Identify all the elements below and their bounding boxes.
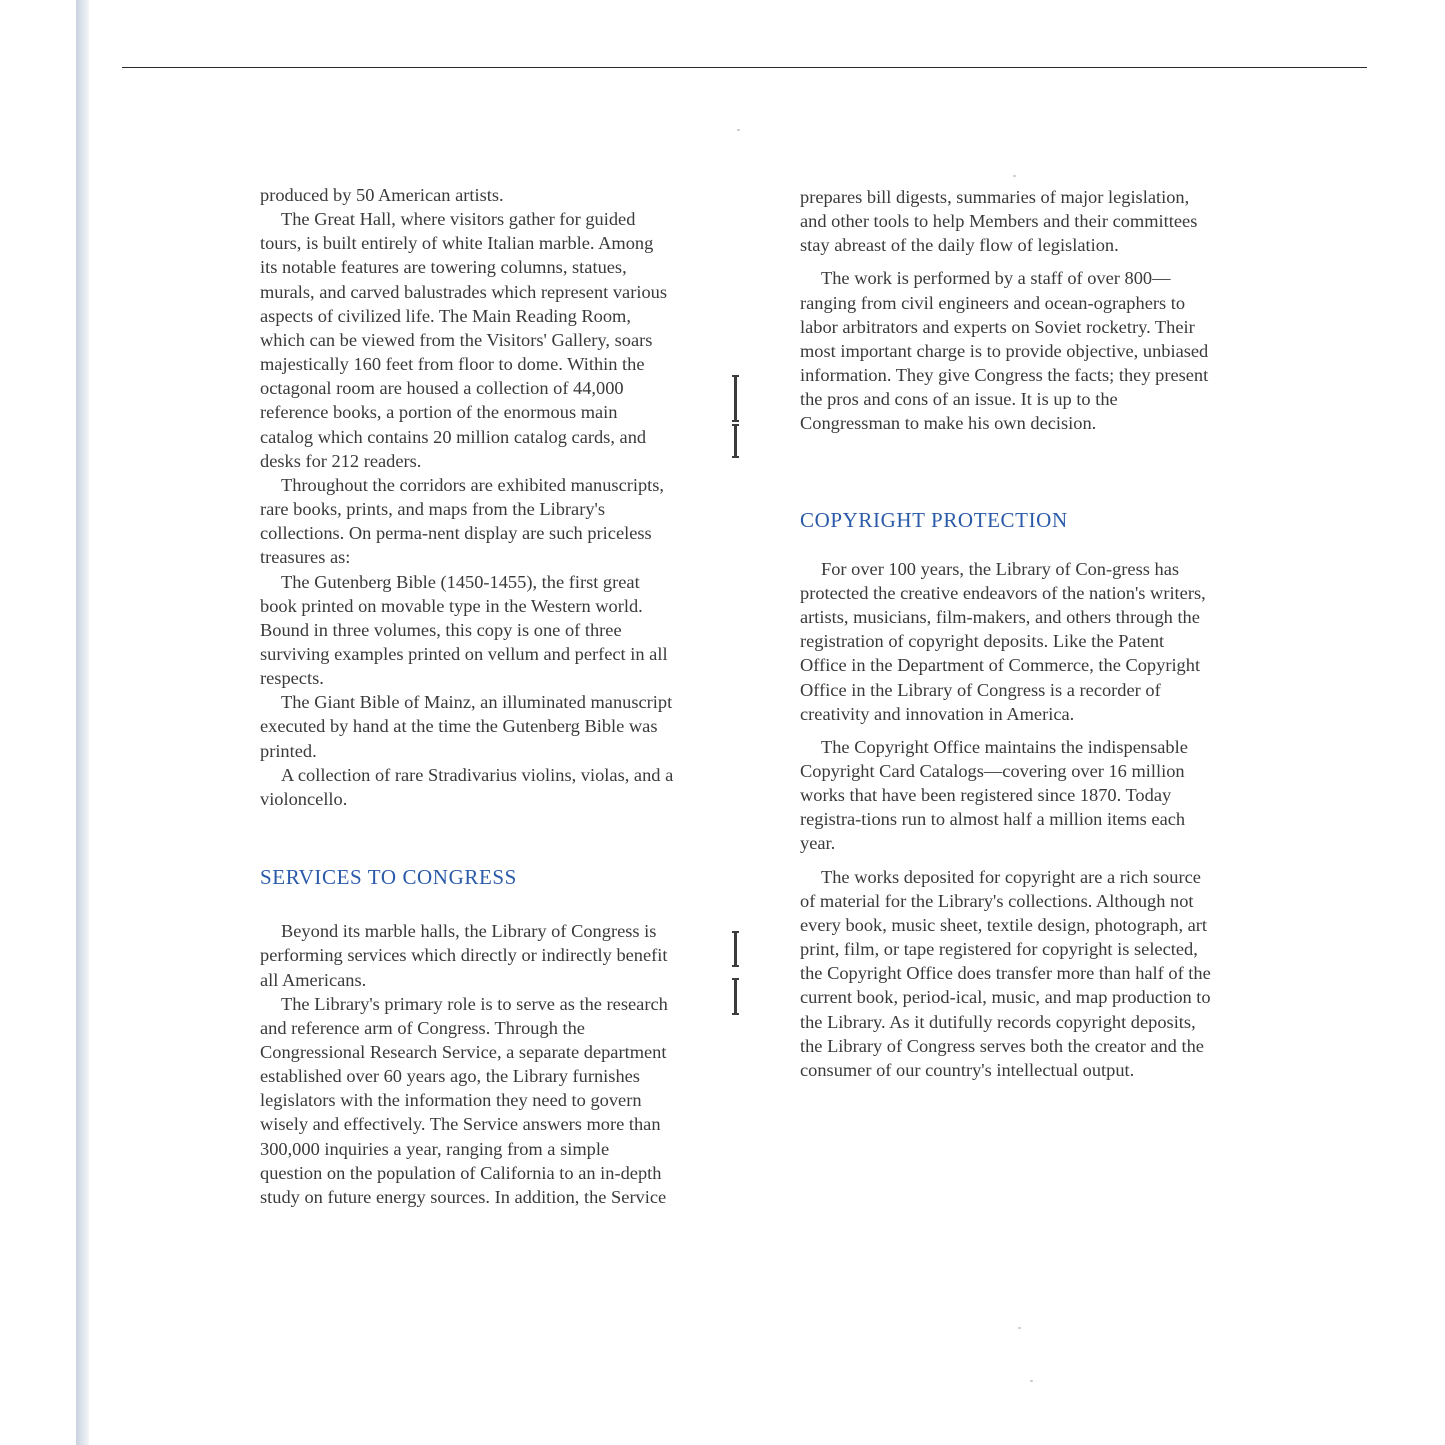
spacer	[800, 436, 1215, 508]
paragraph: A collection of rare Stradivarius violins, violas, and a violoncello.	[260, 764, 674, 809]
paragraph: The Great Hall, where visitors gather for guided tours, is built entirely of white Italian marble. Among its notable features are towering columns, statues, murals, and carved balustrades which represent various aspects of civilized life. The Main Reading Room, which can be viewed from the Visitors' Gallery, soars majestically 160 feet from floor to dome. Within the octagonal room are housed a collection of 44,000 reference books, a portion of the enormous main catalog which contains 20 million catalog cards, and desks for 212 readers.	[260, 209, 668, 471]
paragraph: Beyond its marble halls, the Library of Congress is performing services which directly or indirectly benefit all Americans.	[260, 921, 668, 990]
paragraph: The work is performed by a staff of over 800—ranging from civil engineers and ocean-ographers to labor arbitrators and experts on Soviet rocketry. Their most important charge is to provide objective, unbiased information. They give Congress the facts; they present the pros and cons of an issue. It is up to the Congressman to make his own decision.	[800, 268, 1209, 434]
staple-lower-1	[734, 931, 737, 967]
spacer	[800, 532, 1215, 557]
right-column	[800, 185, 1215, 1082]
spacer	[260, 889, 675, 919]
paragraph: The Library's primary role is to serve as the research and reference arm of Congress. Through the Congressional Research Service, a separate department established over 60 years ago, the Library furnishes legislators with the information they need to govern wisely and effectively. The Service answers more than 300,000 inquiries a year, ranging from a simple question on the population of California to an in-depth study on future energy sources. In addition, the Service	[260, 993, 668, 1207]
dust-speck	[737, 129, 740, 131]
paragraph: The Gutenberg Bible (1450-1455), the first great book printed on movable type in the Western world. Bound in three volumes, this copy is one of three surviving examples printed on vellum and perfect in all respects.	[260, 571, 668, 689]
paragraph: Throughout the corridors are exhibited manuscripts, rare books, prints, and maps from the Library's collections. On perma-nent display are such priceless treasures as:	[260, 474, 665, 568]
paragraph: The Giant Bible of Mainz, an illuminated manuscript executed by hand at the time the Gutenberg Bible was printed.	[260, 692, 673, 761]
dust-speck	[1030, 1380, 1033, 1382]
spacer	[260, 811, 675, 865]
left-column	[260, 183, 675, 1209]
dust-speck	[1018, 1327, 1021, 1329]
scan-edge-shadow	[76, 0, 89, 1445]
top-rule	[122, 67, 1367, 68]
paragraph: produced by 50 American artists.	[260, 185, 504, 205]
staple-lower-2	[734, 978, 737, 1015]
dust-speck	[1013, 175, 1016, 177]
section-heading-services-to-congress: SERVICES TO CONGRESS	[260, 865, 517, 890]
staple-upper-2	[734, 424, 737, 458]
paragraph: The works deposited for copyright are a rich source of material for the Library's collections. Although not every book, music sheet, textile design, photograph, art print, film, or tape registered for copyright is selected, the Copyright Office does transfer more than half of the current book, period-ical, music, and map production to the Library. As it dutifully records copyright deposits, the Library of Congress serves both the creator and the consumer of our country's intellectual output.	[800, 866, 1211, 1080]
paragraph: prepares bill digests, summaries of major legislation, and other tools to help Members and their committees stay abreast of the daily flow of legislation.	[800, 187, 1198, 256]
paragraph: The Copyright Office maintains the indispensable Copyright Card Catalogs—covering over 16 million works that have been registered since 1870. Today registra-tions run to almost half a million items each year.	[800, 736, 1188, 854]
section-heading-copyright-protection: COPYRIGHT PROTECTION	[800, 507, 1068, 532]
paragraph: For over 100 years, the Library of Con-gress has protected the creative endeavors of the nation's writers, artists, musicians, film-makers, and others through the registration of copyright deposits. Like the Patent Office in the Department of Commerce, the Copyright Office in the Library of Congress is a recorder of creativity and innovation in America.	[800, 558, 1206, 724]
staple-upper-1	[734, 375, 737, 422]
